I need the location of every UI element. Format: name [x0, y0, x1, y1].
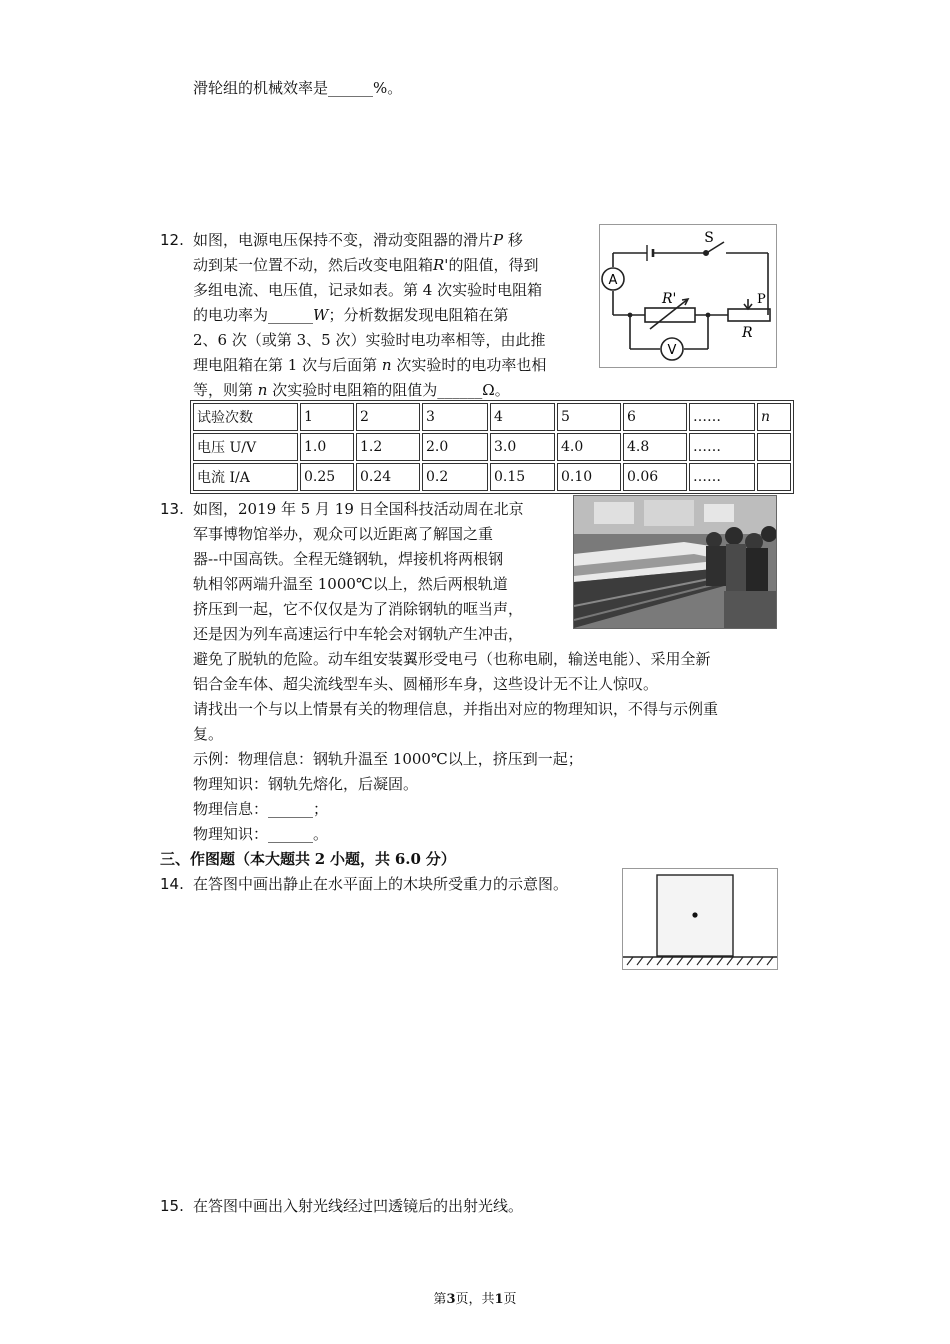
table-cell: 0.06: [623, 463, 687, 491]
q12-line-4: 的电功率为______W；分析数据发现电阻箱在第: [193, 306, 509, 324]
table-cell: 电流 I/A: [193, 463, 298, 491]
section-3-heading: 三、作图题（本大题共 2 小题，共 6.0 分）: [160, 850, 456, 868]
q14-number: 14.: [160, 875, 184, 893]
table-cell: ……: [689, 403, 755, 431]
table-cell: 0.25: [300, 463, 354, 491]
resistance-box-label: R': [662, 291, 677, 307]
q13-line-12: 物理知识：钢轨先熔化，后凝固。: [193, 775, 419, 793]
q13-line-2: 军事博物馆举办，观众可以近距离了解国之重: [193, 525, 494, 543]
table-cell: 1: [300, 403, 354, 431]
table-row: [193, 403, 791, 431]
q12-number: 12.: [160, 231, 184, 249]
q13-number: 13.: [160, 500, 184, 518]
table-cell: 4.8: [623, 433, 687, 461]
q15-number: 15.: [160, 1197, 184, 1215]
table-cell: ……: [689, 463, 755, 491]
q12-line-5: 2、6 次（或第 3、5 次）实验时电功率相等，由此推: [193, 331, 546, 349]
junction-dot-right: [706, 313, 711, 318]
q15-text: 在答图中画出入射光线经过凹透镜后的出射光线。: [193, 1197, 524, 1215]
q12-line-6: 理电阻箱在第 1 次与后面第 n 次实验时的电功率也相: [193, 356, 547, 374]
table-row: [193, 433, 791, 461]
train-photo: [573, 495, 777, 629]
table-cell: 2.0: [422, 433, 488, 461]
q13-line-1: 如图，2019 年 5 月 19 日全国科技活动周在北京: [193, 500, 524, 518]
switch-label: S: [704, 230, 714, 246]
table-cell: 4.0: [557, 433, 621, 461]
q12-line-3: 多组电流、电压值，记录如表。第 4 次实验时电阻箱: [193, 281, 543, 299]
block-figure: [622, 868, 778, 970]
rheostat-label: R: [742, 325, 753, 341]
table-cell: 6: [623, 403, 687, 431]
q12-line-7: 等，则第 n 次实验时电阻箱的阻值为______Ω。: [193, 381, 510, 399]
q14-text: 在答图中画出静止在水平面上的木块所受重力的示意图。: [193, 875, 569, 893]
table-cell: [757, 433, 791, 461]
ground-hatching: [627, 957, 773, 965]
circuit-diagram: [599, 224, 777, 368]
q13-line-9: 请找出一个与以上情景有关的物理信息，并指出对应的物理知识，不得与示例重: [193, 700, 719, 718]
page-footer: 第3页，共1页: [433, 1292, 517, 1307]
slider-label: P: [757, 292, 766, 307]
table-cell: 电压 U/V: [193, 433, 298, 461]
q13-line-3: 器--中国高铁。全程无缝钢轨，焊接机将两根钢: [193, 550, 504, 568]
table-row: [193, 463, 791, 491]
table-cell: 1.2: [356, 433, 420, 461]
circuit-drawing: [600, 225, 776, 367]
center-of-gravity-dot: [692, 912, 697, 917]
table-cell: [757, 463, 791, 491]
q12-line-1: 如图，电源电压保持不变，滑动变阻器的滑片P 移: [193, 231, 523, 249]
q13-line-4: 轨相邻两端升温至 1000℃以上，然后两根轨道: [193, 575, 508, 593]
table-cell: 试验次数: [193, 403, 298, 431]
q11-tail-line: 滑轮组的机械效率是______%。: [193, 79, 403, 97]
block-figure-drawing: [623, 869, 777, 969]
q13-line-6: 还是因为列车高速运行中车轮会对钢轨产生冲击，: [193, 625, 524, 643]
experiment-table: [190, 400, 794, 494]
table-cell: n: [757, 403, 791, 431]
table-cell: 1.0: [300, 433, 354, 461]
table-cell: 0.10: [557, 463, 621, 491]
ammeter-label: A: [608, 273, 618, 288]
q13-line-10: 复。: [193, 725, 224, 743]
table-cell: 5: [557, 403, 621, 431]
q13-line-14: 物理知识：______。: [193, 825, 329, 843]
table-cell: 0.2: [422, 463, 488, 491]
q12-line-2: 动到某一位置不动，然后改变电阻箱R'的阻值，得到: [193, 256, 539, 274]
junction-dot-left: [628, 313, 633, 318]
q13-line-8: 铝合金车体、超尖流线型车头、圆桶形车身，这些设计无不让人惊叹。: [193, 675, 659, 693]
train-photo-drawing: [574, 496, 776, 628]
table-cell: 0.24: [356, 463, 420, 491]
table-cell: 0.15: [490, 463, 555, 491]
table-cell: ……: [689, 433, 755, 461]
voltmeter-label: V: [667, 343, 677, 358]
table-cell: 3.0: [490, 433, 555, 461]
q13-line-5: 挤压到一起，它不仅仅是为了消除钢轨的哐当声，: [193, 600, 524, 618]
table-cell: 2: [356, 403, 420, 431]
q13-line-13: 物理信息：______；: [193, 800, 329, 818]
table-cell: 4: [490, 403, 555, 431]
table-cell: 3: [422, 403, 488, 431]
q13-line-7: 避免了脱轨的危险。动车组安装翼形受电弓（也称电刷，输送电能）、采用全新: [193, 650, 711, 668]
q13-line-11: 示例：物理信息：钢轨升温至 1000℃以上，挤压到一起；: [193, 750, 583, 768]
